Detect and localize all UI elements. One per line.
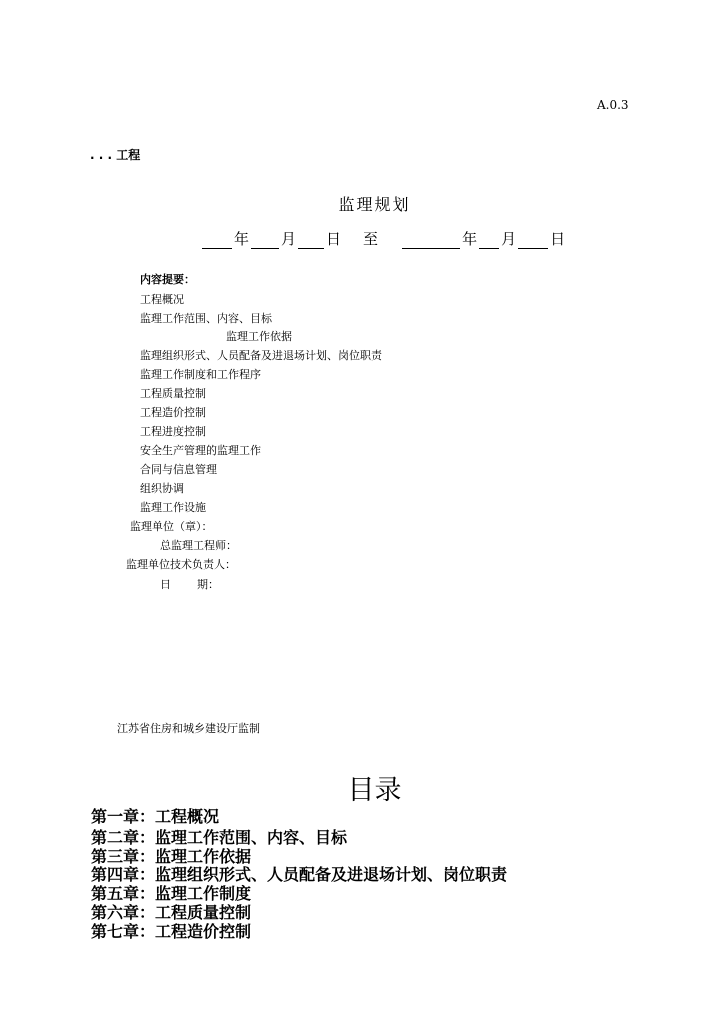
toc-item: 第四章：监理组织形式、人员配备及进退场计划、岗位职责 xyxy=(91,865,508,884)
month-blank-1 xyxy=(251,234,279,249)
date-label-part-1: 日 xyxy=(160,578,171,591)
form-code: A.0.3 xyxy=(597,98,629,112)
supervision-unit-seal: 监理单位（章）： xyxy=(130,520,213,533)
summary-item: 合同与信息管理 xyxy=(140,463,217,476)
summary-item: 监理工作设施 xyxy=(140,501,206,514)
summary-item: 工程造价控制 xyxy=(140,406,206,419)
summary-item: 监理工作依据 xyxy=(226,330,292,343)
year-label-1: 年 xyxy=(234,230,250,248)
toc-item: 第一章：工程概况 xyxy=(91,807,220,826)
to-label: 至 xyxy=(363,230,379,248)
day-blank-1 xyxy=(298,234,324,249)
summary-item: 工程进度控制 xyxy=(140,425,206,438)
toc-item: 第六章：工程质量控制 xyxy=(91,903,252,922)
month-blank-2 xyxy=(479,234,499,249)
year-blank-1 xyxy=(202,234,232,249)
year-blank-2 xyxy=(402,234,460,249)
month-label-1: 月 xyxy=(281,230,297,248)
summary-item: 组织协调 xyxy=(140,482,184,495)
tech-lead-label: 监理单位技术负责人： xyxy=(126,558,236,571)
summary-item: 监理工作范围、内容、目标 xyxy=(140,312,272,325)
summary-heading: 内容提要： xyxy=(140,273,195,286)
day-label-2: 日 xyxy=(550,230,566,248)
summary-item: 工程概况 xyxy=(140,293,184,306)
project-label: . . . 工程 xyxy=(90,148,141,162)
date-range-line xyxy=(200,228,565,249)
toc-item: 第五章：监理工作制度 xyxy=(91,884,252,903)
year-label-2: 年 xyxy=(462,230,478,248)
summary-item: 工程质量控制 xyxy=(140,387,206,400)
day-blank-2 xyxy=(518,234,548,249)
day-label-1: 日 xyxy=(326,230,342,248)
summary-item: 监理组织形式、人员配备及进退场计划、岗位职责 xyxy=(140,349,382,362)
footer-issuer: 江苏省住房和城乡建设厅监制 xyxy=(117,722,260,735)
toc-title: 目录 xyxy=(347,775,402,806)
summary-item: 监理工作制度和工作程序 xyxy=(140,368,261,381)
toc-item: 第七章：工程造价控制 xyxy=(91,922,252,941)
summary-item: 安全生产管理的监理工作 xyxy=(140,444,261,457)
date-label-part-2: 期： xyxy=(197,578,219,591)
chief-engineer-label: 总监理工程师： xyxy=(160,539,237,552)
date-label xyxy=(160,576,219,592)
month-label-2: 月 xyxy=(501,230,517,248)
toc-item: 第三章：监理工作依据 xyxy=(91,847,252,866)
toc-item: 第二章：监理工作范围、内容、目标 xyxy=(91,828,348,847)
document-title: 监理规划 xyxy=(338,195,411,214)
